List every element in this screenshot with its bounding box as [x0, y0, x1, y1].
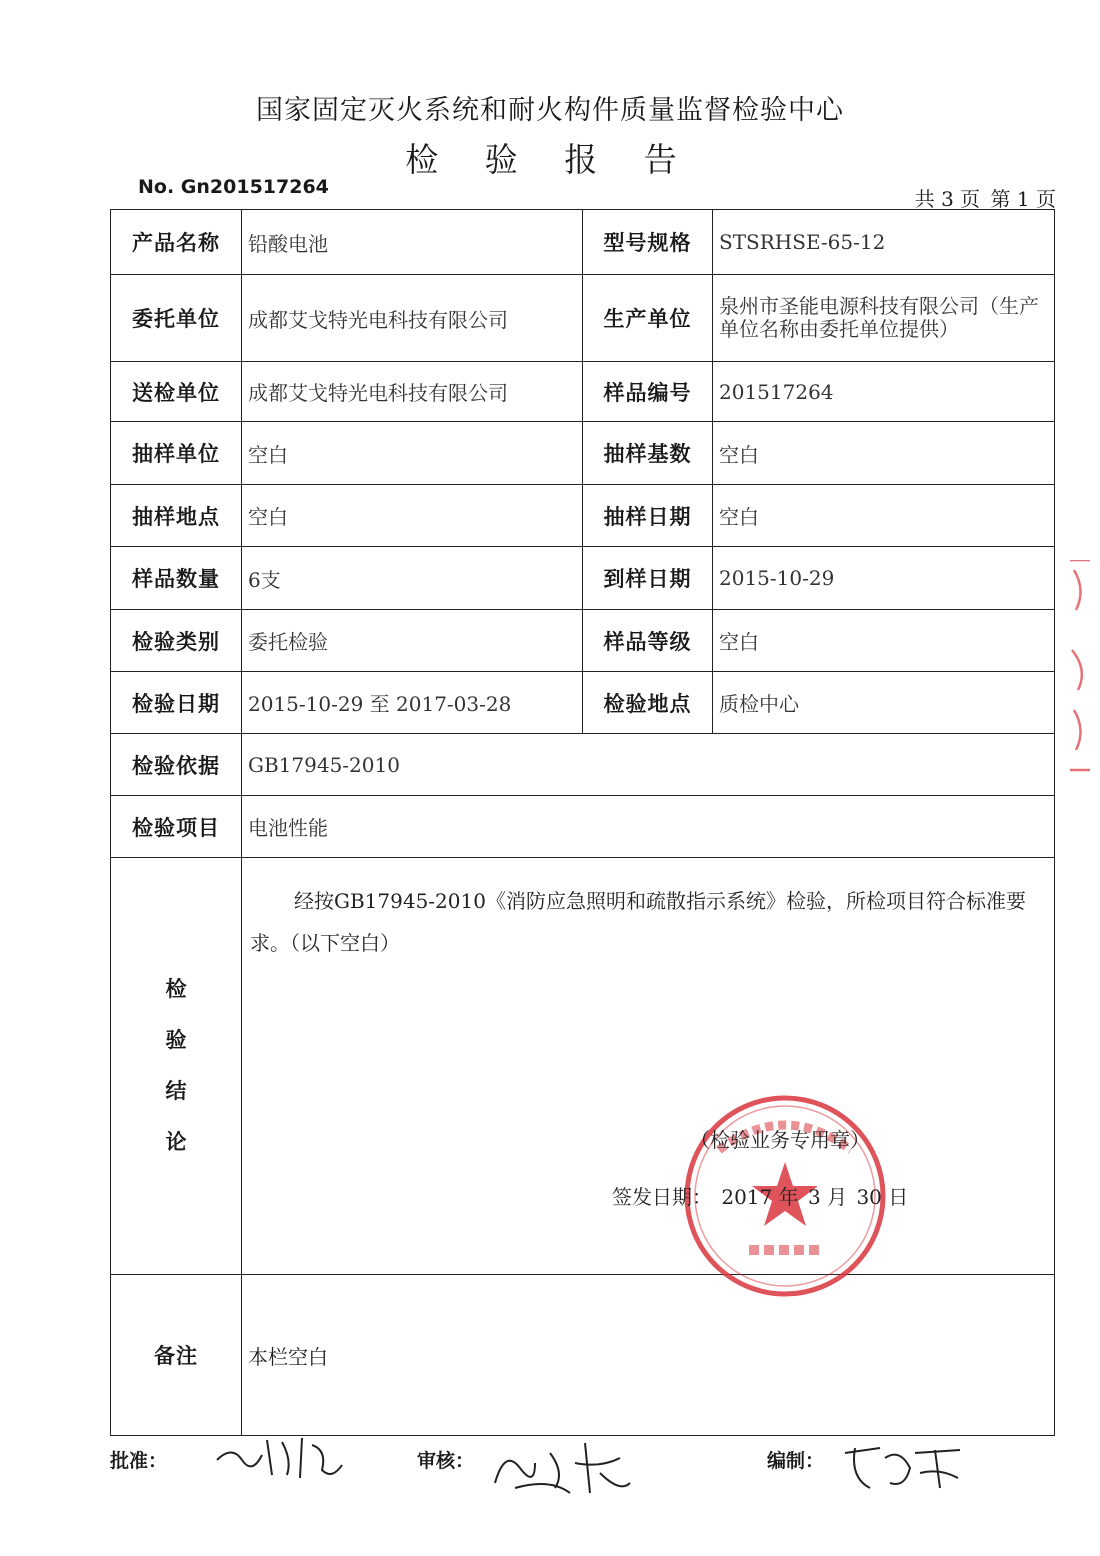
model-spec-value: STSRHSE-65-12 — [713, 210, 1055, 275]
basis-value: GB17945-2010 — [242, 734, 1055, 796]
table-row — [111, 672, 1055, 734]
remarks-row — [111, 1275, 1055, 1436]
client-label: 委托单位 — [111, 275, 242, 362]
manufacturer-value: 泉州市圣能电源科技有限公司（生产单位名称由委托单位提供） — [713, 275, 1055, 362]
inspection-place-value: 质检中心 — [713, 672, 1055, 734]
basis-label: 检验依据 — [111, 734, 242, 796]
client-value: 成都艾戈特光电科技有限公司 — [242, 275, 583, 362]
table-row — [111, 275, 1055, 362]
product-name-value: 铅酸电池 — [242, 210, 583, 275]
remarks-value: 本栏空白 — [242, 1275, 1055, 1436]
page-current: 第 1 页 — [990, 187, 1056, 211]
items-value: 电池性能 — [242, 796, 1055, 858]
compiler-signature-icon — [840, 1438, 970, 1493]
table-row — [111, 734, 1055, 796]
sampling-place-value: 空白 — [242, 485, 583, 547]
submitter-value: 成都艾戈特光电科技有限公司 — [242, 362, 583, 422]
page-info — [850, 183, 1056, 212]
sampling-date-label: 抽样日期 — [583, 485, 713, 547]
sample-no-value: 201517264 — [713, 362, 1055, 422]
approver-signature-icon — [212, 1430, 352, 1485]
manufacturer-label: 生产单位 — [583, 275, 713, 362]
conclusion-cell — [242, 858, 1055, 1275]
sample-grade-label: 样品等级 — [583, 610, 713, 672]
model-spec-label: 型号规格 — [583, 210, 713, 275]
inspection-place-label: 检验地点 — [583, 672, 713, 734]
table-row — [111, 485, 1055, 547]
sampling-date-value: 空白 — [713, 485, 1055, 547]
report-table — [110, 209, 1055, 1436]
sampling-base-label: 抽样基数 — [583, 422, 713, 485]
inspection-type-value: 委托检验 — [242, 610, 583, 672]
issue-year: 2017 年 — [721, 1185, 799, 1209]
issue-month: 3 月 — [807, 1185, 848, 1209]
items-label: 检验项目 — [111, 796, 242, 858]
conclusion-label-char: 检 — [165, 977, 187, 1001]
sample-no-label: 样品编号 — [583, 362, 713, 422]
sampling-unit-label: 抽样单位 — [111, 422, 242, 485]
issue-date — [612, 1181, 911, 1210]
document-title: 检 验 报 告 — [405, 140, 695, 179]
issue-day: 30 日 — [856, 1185, 909, 1209]
sample-grade-value: 空白 — [713, 610, 1055, 672]
conclusion-row — [111, 858, 1055, 1275]
edge-seal-icon — [1066, 560, 1094, 780]
table-row — [111, 610, 1055, 672]
inspection-date-value: 2015-10-29 至 2017-03-28 — [242, 672, 583, 734]
conclusion-label — [111, 858, 242, 1275]
seal-caption: （检验业务专用章） — [690, 1128, 870, 1152]
report-number: No. Gn201517264 — [138, 176, 329, 198]
organization-name: 国家固定灭火系统和耐火构件质量监督检验中心 — [256, 95, 844, 126]
table-row — [111, 547, 1055, 610]
inspection-type-label: 检验类别 — [111, 610, 242, 672]
arrival-date-value: 2015-10-29 — [713, 547, 1055, 610]
sampling-unit-value: 空白 — [242, 422, 583, 485]
arrival-date-label: 到样日期 — [583, 547, 713, 610]
conclusion-label-char: 结 — [165, 1079, 187, 1103]
approver-label: 批准： — [110, 1450, 168, 1472]
remarks-label: 备注 — [111, 1275, 242, 1436]
conclusion-label-char: 验 — [165, 1028, 187, 1052]
reviewer-label: 审核： — [417, 1450, 475, 1472]
sample-qty-value: 6支 — [242, 547, 583, 610]
inspection-date-label: 检验日期 — [111, 672, 242, 734]
page-total: 共 3 页 — [914, 187, 981, 211]
table-row — [111, 422, 1055, 485]
conclusion-label-char: 论 — [165, 1130, 187, 1154]
sampling-base-value: 空白 — [713, 422, 1055, 485]
table-row — [111, 362, 1055, 422]
submitter-label: 送检单位 — [111, 362, 242, 422]
table-row — [111, 210, 1055, 275]
compiler-label: 编制： — [767, 1450, 825, 1472]
issue-date-label: 签发日期： — [612, 1185, 712, 1209]
sample-qty-label: 样品数量 — [111, 547, 242, 610]
conclusion-text: 经按GB17945-2010《消防应急照明和疏散指示系统》检验，所检项目符合标准要求。（以下空白） — [250, 889, 1026, 955]
product-name-label: 产品名称 — [111, 210, 242, 275]
table-row — [111, 796, 1055, 858]
reviewer-signature-icon — [490, 1433, 640, 1503]
sampling-place-label: 抽样地点 — [111, 485, 242, 547]
